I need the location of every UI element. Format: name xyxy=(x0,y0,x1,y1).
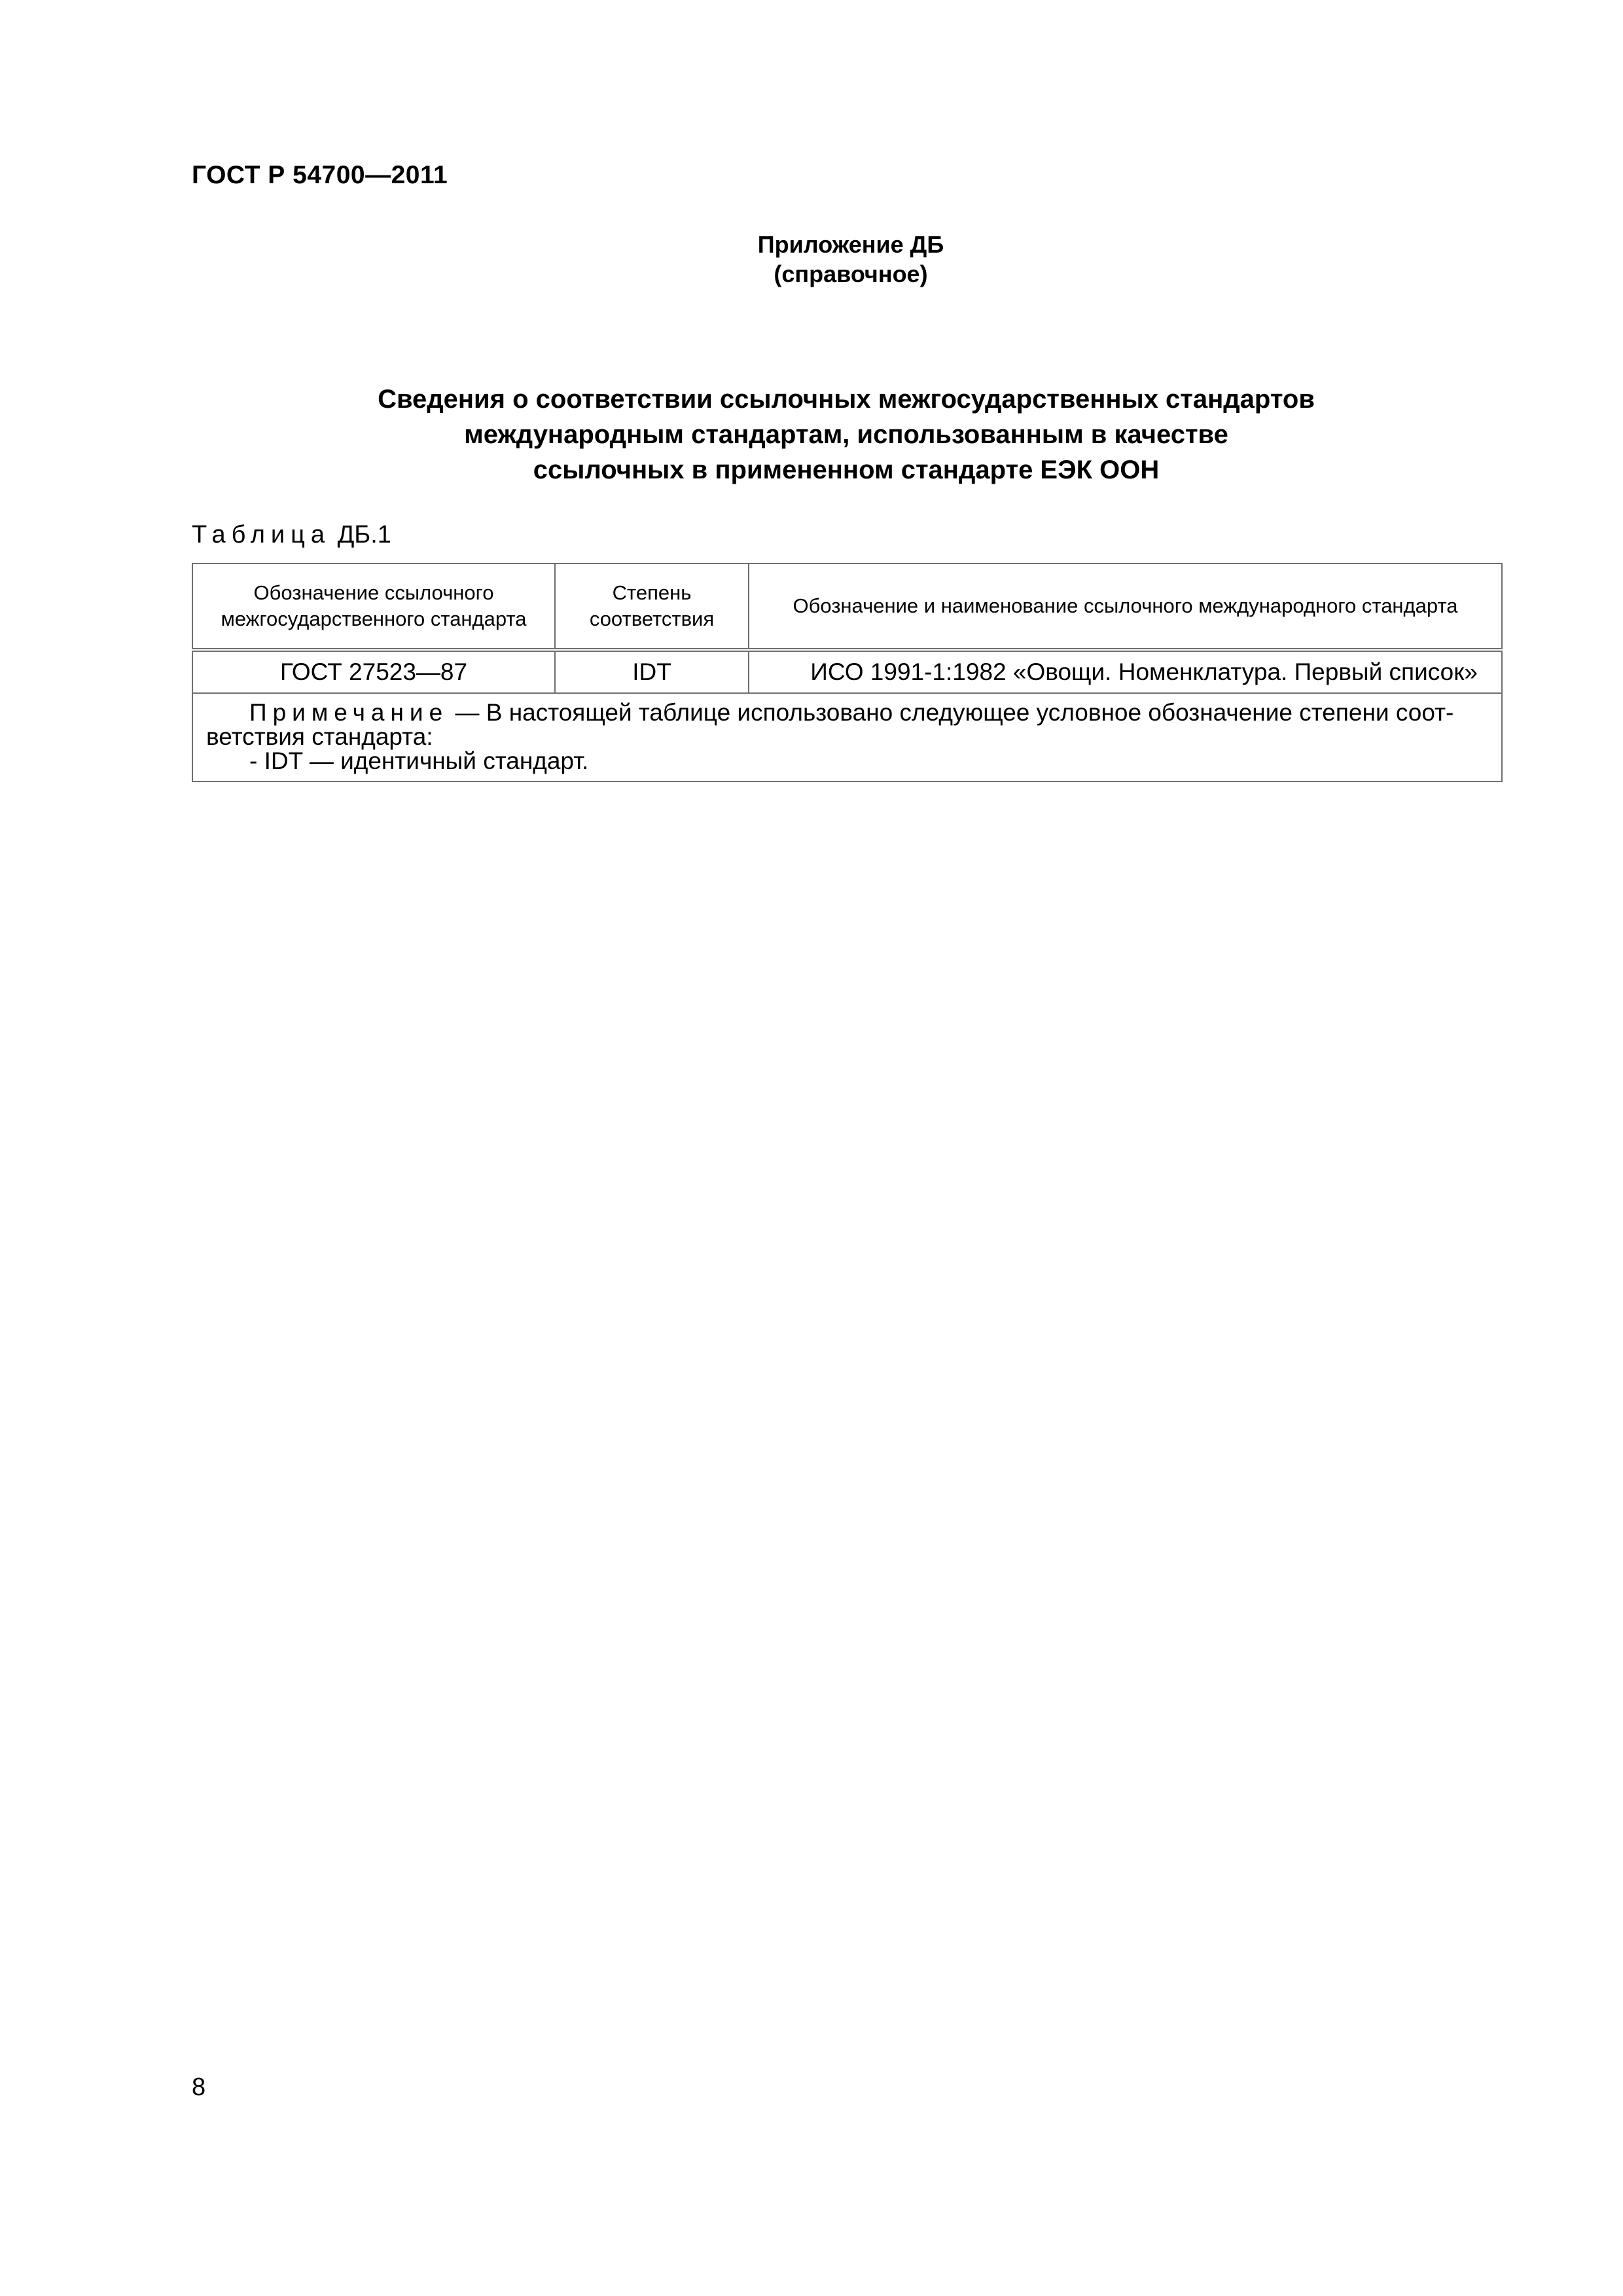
note-text: — В настоящей таблице использовано следующее условное обозначение степени соот- xyxy=(448,699,1454,726)
reference-table xyxy=(192,563,1503,782)
cell-international-standard: ИСО 1991-1:1982 «Овощи. Номенклатура. Первый список» xyxy=(749,650,1502,693)
note-line-3: - IDT — идентичный стандарт. xyxy=(249,747,589,774)
note-line-1 xyxy=(206,700,1488,725)
section-title-line: ссылочных в примененном стандарте ЕЭК ООН xyxy=(533,456,1160,484)
cell-interstate-standard: ГОСТ 27523—87 xyxy=(192,650,555,693)
table-note xyxy=(192,693,1502,781)
column-header-interstate-standard xyxy=(192,564,555,650)
column-header-line: Степень xyxy=(612,581,692,604)
annex-title: Приложение ДБ xyxy=(757,231,944,258)
note-line-2: ветствия стандарта: xyxy=(206,723,433,750)
annex-kind: (справочное) xyxy=(774,260,928,287)
column-header-line: соответствия xyxy=(589,607,715,630)
section-title-line: Сведения о соответствии ссылочных межгосударственных стандартов xyxy=(378,385,1315,414)
page-number: 8 xyxy=(192,2073,206,2101)
table-row xyxy=(192,650,1502,693)
cell-degree: IDT xyxy=(555,650,749,693)
column-header-international-standard: Обозначение и наименование ссылочного международного стандарта xyxy=(749,564,1502,650)
table-note-row xyxy=(192,693,1502,781)
column-header-degree xyxy=(555,564,749,650)
table-caption-label: Таблица xyxy=(192,521,330,548)
table-caption xyxy=(192,521,391,549)
column-header-line: Обозначение ссылочного xyxy=(253,581,494,604)
section-title-line: международным стандартам, использованным в качестве xyxy=(464,420,1228,449)
section-title xyxy=(192,382,1501,488)
document-code: ГОСТ Р 54700—2011 xyxy=(192,161,448,189)
note-label: Примечание xyxy=(249,699,449,726)
column-header-line: межгосударственного стандарта xyxy=(221,607,527,630)
table-caption-number: ДБ.1 xyxy=(337,521,391,548)
table-header-row xyxy=(192,564,1502,650)
